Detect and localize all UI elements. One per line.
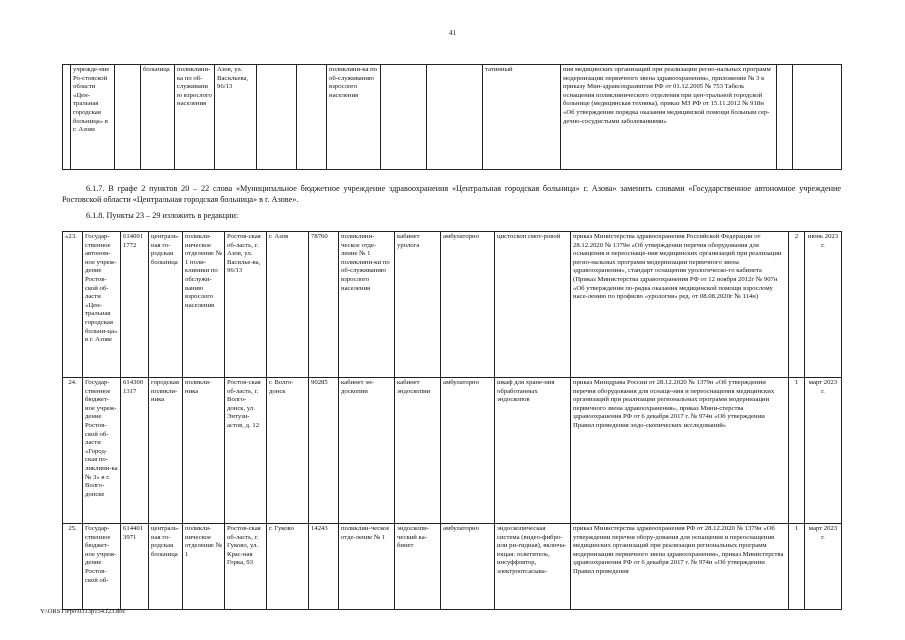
facility-type-cell: городская поликли-ника — [149, 378, 183, 524]
okato-cell: 78760 — [309, 232, 339, 378]
date-cell: март 2023 г. — [805, 524, 842, 610]
table-cell — [63, 65, 71, 170]
quantity-cell: 1 — [789, 524, 805, 610]
address-cell: Ростов-ская об-ласть, г. Азов, ул. Василье-ва, 96/13 — [225, 232, 267, 378]
care-type-cell: амбулаторно — [441, 232, 495, 378]
table-row — [63, 524, 842, 610]
organization-cell: Государ-ственное автоном-ное учреж-дение Ростов-ской об-ласти «Цен-тральная городская больни-ца» в г. Азове — [83, 232, 121, 378]
table-cell — [427, 65, 483, 170]
organization-cell: Государ-ственное бюджет-ное учреж-дение Ростов-ской об- — [83, 524, 121, 610]
paragraph-amendment-6-1-8 — [62, 211, 841, 222]
care-type-cell: амбулаторно — [441, 378, 495, 524]
code-cell: 614001 1772 — [121, 232, 149, 378]
quantity-cell: 1 — [789, 378, 805, 524]
table-cell: ния медицинских организаций при реализации регио-нальных программ модернизации первичного звена здравоохранения», приложение № 3 к приказу Мин-здравсоцразвития РФ от 01.12.2005 № 753 Табель оснащения поликлинического отделения при цен-тральной городской больнице (медицинская техника), приказ МЗ РФ от 15.11.2012 № 918н «Об утверждении порядка оказания медицинской помощи больным сер-дечно-сосудистыми заболеваниями» — [561, 65, 777, 170]
unit-cell: поликли-ническое отделение № 1 — [183, 524, 225, 610]
code-cell: 614300 1317 — [121, 378, 149, 524]
table-cell: Азов, ул. Васильева, 96/13 — [215, 65, 257, 170]
cabinet-cell: кабинет эндоскопии — [395, 378, 441, 524]
equipment-cell: эндоскопическая система (видео-фибро- или ри-гидная), включа-ющая: осветитель, инсуффлятор, электроотсасыва- — [495, 524, 571, 610]
paragraph-text: 6.1.8. Пункты 23 – 29 изложить в редакции: — [86, 211, 239, 220]
table-cell — [257, 65, 297, 170]
facility-type-cell: централь-ная го-родская больница — [149, 524, 183, 610]
unit-cell: поликли-ническое отделение № 1 поли-клиники по обслужи-ванию взрослого населения — [183, 232, 225, 378]
table-row — [63, 65, 842, 170]
basis-cell: приказ Министерства здравоохранения Российской Федерации от 28.12.2020 № 1379н «Об утверждении перечня оборудования для оснащения и переоснаще-ния медицинских организаций при реализации регио-нальных программ модернизации первичного звена здравоохранения», стандарт оснащения урологическо-го кабинета (Приказ Министерства здравоохранения РФ от 12 ноября 2012г № 907н «Об утверждении по-рядка оказания медицинской помощи взрослому насе-лению по профилю «урология» ред. от 08.08.2020г № 114н) — [571, 232, 789, 378]
city-cell: г. Волго-донск — [267, 378, 309, 524]
facility-type-cell: централь-ная го-родская больница — [149, 232, 183, 378]
organization-cell: Государ-ственное бюджет-ное учреж-дение Ростов-ской об-ласти «Город-ская по-ликлини-ка № 3» в г. Волго-донске — [83, 378, 121, 524]
table-cell — [777, 65, 793, 170]
table-cell — [793, 65, 842, 170]
basis-cell: приказ Министерства здравоохранения РФ от 28.12.2020 № 1379н «Об утверждении перечня обору-дования для оснащения и переоснащения медицинских организаций при реализации региональных программ модернизации первичного звена здравоохранения», приказ Министерства здравоохранения РФ от 6 декабря 2017 г. № 974н «Об утверждении Правил проведения — [571, 524, 789, 610]
city-cell: г. Гуково — [267, 524, 309, 610]
table-cell — [297, 65, 327, 170]
table-cell: татинный — [483, 65, 561, 170]
quantity-cell: 2 — [789, 232, 805, 378]
cabinet-cell: кабинет уролога — [395, 232, 441, 378]
row-number: 24. — [63, 378, 83, 524]
equipment-table — [62, 231, 842, 610]
department-cell: поликлин-ческое отде-ление № 1 — [339, 524, 395, 610]
address-cell: Ростов-ская об-ласть, г. Гуково, ул. Крас-ная Горка, 93 — [225, 524, 267, 610]
table-cell: поликлини-ка по об-служиванию взрослого населения — [175, 65, 215, 170]
table-cell: поликлини-ка по об-служиванию взрослого населения — [327, 65, 381, 170]
page-number: 41 — [449, 29, 456, 37]
table-row — [63, 378, 842, 524]
okato-cell: 14243 — [309, 524, 339, 610]
city-cell: г. Азов — [267, 232, 309, 378]
cabinet-cell: эндоскопи-ческий ка-бинет — [395, 524, 441, 610]
address-cell: Ростов-ская об-ласть, г. Волго-донск, ул. Энтузи-астов, д. 12 — [225, 378, 267, 524]
table-row — [63, 232, 842, 378]
unit-cell: поликли-ника — [183, 378, 225, 524]
table-cell: учрежде-ние Ро-стовской области «Цен-тральная городская больница» в г. Азове — [71, 65, 115, 170]
department-cell: поликлини-ческое отде-ление № 1 поликлини-ки по об-служиванию взрослого населения — [339, 232, 395, 378]
paragraph-amendment-6-1-7 — [62, 184, 841, 205]
equipment-cell: шкаф для хране-ния обработанных эндоскопов — [495, 378, 571, 524]
file-path-footer: Y:\ORST\Ppo\0313p154.f23.doc — [40, 608, 126, 615]
continued-table — [62, 64, 842, 170]
department-cell: кабинет эн-доскопии — [339, 378, 395, 524]
code-cell: 614401 3971 — [121, 524, 149, 610]
okato-cell: 90285 — [309, 378, 339, 524]
table-cell — [381, 65, 427, 170]
row-number: «23. — [63, 232, 83, 378]
date-cell: июнь 2023 г. — [805, 232, 842, 378]
table-cell: больница — [141, 65, 175, 170]
equipment-cell: цистоскоп смот-ровой — [495, 232, 571, 378]
care-type-cell: амбулаторно — [441, 524, 495, 610]
row-number: 25. — [63, 524, 83, 610]
table-cell — [115, 65, 141, 170]
basis-cell: приказ Минздрава России от 28.12.2020 № 1379н «Об утверждении перечня оборудования для оснаще-ния и переоснащения медицинских организаций при реализации региональных программ модернизации первичного звена здравоохранения», приказ Мини-стерства здравоохранения РФ от 6 декабря 2017 г. № 974н «Об утверждении Правил проведения эндо-скопических исследований» — [571, 378, 789, 524]
paragraph-text: 6.1.7. В графе 2 пунктов 20 – 22 слова «Муниципальное бюджетное учреждение здравоохранения «Центральная городская больница» г. Азова» заменить словами «Государственное автономное учреждение Ростовской области «Центральная городская больница» в г. Азове». — [62, 184, 841, 204]
date-cell: март 2023 г. — [805, 378, 842, 524]
